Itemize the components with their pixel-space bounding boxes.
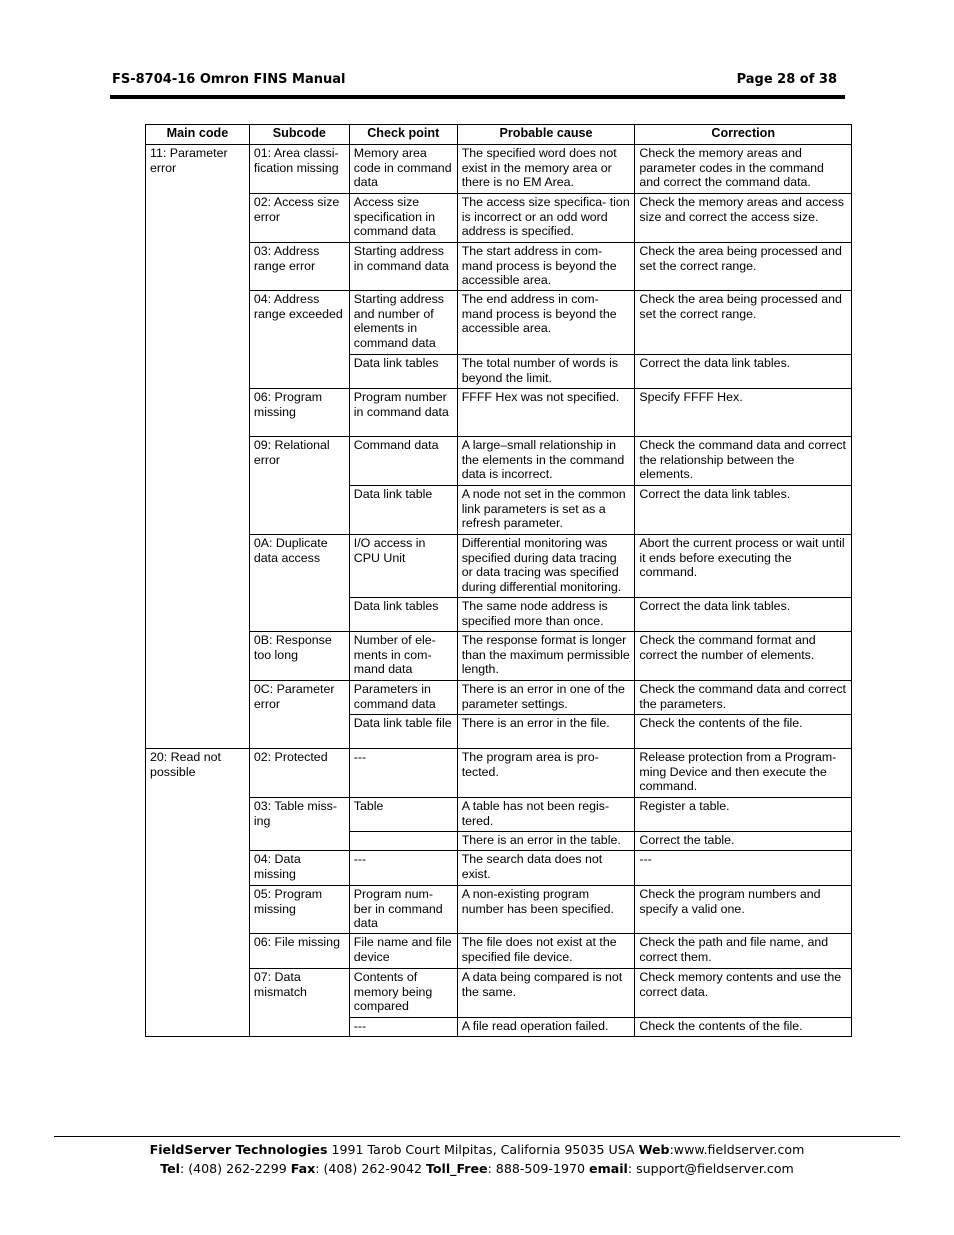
table-row (146, 886, 852, 934)
company-name: FieldServer Technologies (149, 1142, 328, 1157)
subcode-cell: 09: Relational error (249, 437, 349, 535)
probable-cause-cell: The access size specifica- tion is incorrect or an odd word address is specified. (457, 194, 635, 243)
correction-cell: Correct the data link tables. (635, 486, 852, 535)
probable-cause-cell: The total number of words is beyond the limit. (457, 355, 635, 389)
column-header: Probable cause (457, 125, 635, 145)
web-label: Web (638, 1142, 670, 1157)
check-point-cell: Program num- ber in command data (349, 886, 457, 934)
probable-cause-cell: Differential monitoring was specified during data tracing or data tracing was specified during differential monitoring. (457, 535, 635, 598)
correction-cell: Check the memory areas and parameter codes in the command and correct the command data. (635, 145, 852, 194)
check-point-cell: Data link table file (349, 715, 457, 749)
check-point-cell: Program number in command data (349, 389, 457, 437)
table-row (146, 145, 852, 194)
correction-cell: Register a table. (635, 798, 852, 832)
probable-cause-cell: The program area is pro- tected. (457, 749, 635, 798)
subcode-cell: 04: Address range exceeded (249, 291, 349, 389)
subcode-cell: 06: Program missing (249, 389, 349, 437)
fax-label: Fax (290, 1161, 316, 1176)
probable-cause-cell: There is an error in the file. (457, 715, 635, 749)
probable-cause-cell: A node not set in the common link parameters is set as a refresh parameter. (457, 486, 635, 535)
tollfree-value: : 888-509-1970 (487, 1161, 590, 1176)
table-row (146, 632, 852, 681)
check-point-cell: Starting address and number of elements in command data (349, 291, 457, 355)
column-header: Main code (146, 125, 250, 145)
correction-cell: Release protection from a Program- ming Device and then execute the command. (635, 749, 852, 798)
table-row (146, 389, 852, 437)
correction-cell: Check the program numbers and specify a valid one. (635, 886, 852, 934)
check-point-cell: Access size specification in command data (349, 194, 457, 243)
check-point-cell: Data link tables (349, 598, 457, 632)
probable-cause-cell: A table has not been regis- tered. (457, 798, 635, 832)
correction-cell: Check the contents of the file. (635, 1018, 852, 1037)
probable-cause-cell: The response format is longer than the maximum permissible length. (457, 632, 635, 681)
probable-cause-cell: A data being compared is not the same. (457, 969, 635, 1018)
correction-cell: --- (635, 851, 852, 886)
main-code-cell: 11: Parameter error (146, 145, 250, 749)
check-point-cell: Data link table (349, 486, 457, 535)
correction-cell: Correct the data link tables. (635, 355, 852, 389)
header-rule (110, 95, 845, 99)
correction-cell: Check the command data and correct the parameters. (635, 681, 852, 715)
correction-cell: Specify FFFF Hex. (635, 389, 852, 437)
check-point-cell: Table (349, 798, 457, 832)
table-row (146, 798, 852, 832)
email-value: : support@fieldserver.com (627, 1161, 794, 1176)
correction-cell: Correct the table. (635, 832, 852, 851)
check-point-cell: Memory area code in command data (349, 145, 457, 194)
correction-cell: Check the contents of the file. (635, 715, 852, 749)
check-point-cell: --- (349, 1018, 457, 1037)
probable-cause-cell: A large–small relationship in the elements in the command data is incorrect. (457, 437, 635, 486)
error-code-table (145, 124, 852, 1037)
correction-cell: Check the area being processed and set the correct range. (635, 291, 852, 355)
table-header-row (146, 125, 852, 145)
check-point-cell: Data link tables (349, 355, 457, 389)
column-header: Subcode (249, 125, 349, 145)
fax-value: : (408) 262-9042 (315, 1161, 426, 1176)
tollfree-label: Toll_Free (425, 1161, 488, 1176)
probable-cause-cell: A non-existing program number has been specified. (457, 886, 635, 934)
probable-cause-cell: The search data does not exist. (457, 851, 635, 886)
subcode-cell: 0C: Parameter error (249, 681, 349, 749)
check-point-cell: --- (349, 851, 457, 886)
tel-label: Tel (160, 1161, 180, 1176)
subcode-cell: 02: Protected (249, 749, 349, 798)
table-row (146, 291, 852, 355)
check-point-cell (349, 832, 457, 851)
check-point-cell: I/O access in CPU Unit (349, 535, 457, 598)
check-point-cell: --- (349, 749, 457, 798)
check-point-cell: Number of ele- ments in com- mand data (349, 632, 457, 681)
table-row (146, 969, 852, 1018)
subcode-cell: 01: Area classi- fication missing (249, 145, 349, 194)
footer-line-1 (0, 1142, 954, 1157)
check-point-cell: Parameters in command data (349, 681, 457, 715)
main-code-cell: 20: Read not possible (146, 749, 250, 1037)
correction-cell: Check the command data and correct the relationship between the elements. (635, 437, 852, 486)
footer-line-2 (0, 1161, 954, 1176)
probable-cause-cell: The file does not exist at the specified file device. (457, 934, 635, 969)
subcode-cell: 04: Data missing (249, 851, 349, 886)
page-header (112, 72, 837, 92)
table-row (146, 681, 852, 715)
probable-cause-cell: There is an error in one of the parameter settings. (457, 681, 635, 715)
email-label: email (589, 1161, 628, 1176)
document-title: FS-8704-16 Omron FINS Manual (112, 72, 346, 87)
check-point-cell: File name and file device (349, 934, 457, 969)
probable-cause-cell: The start address in com- mand process is beyond the accessible area. (457, 243, 635, 291)
subcode-cell: 06: File missing (249, 934, 349, 969)
probable-cause-cell: FFFF Hex was not specified. (457, 389, 635, 437)
correction-cell: Check memory contents and use the correct data. (635, 969, 852, 1018)
column-header: Check point (349, 125, 457, 145)
table-row (146, 194, 852, 243)
subcode-cell: 0B: Response too long (249, 632, 349, 681)
table-row (146, 934, 852, 969)
correction-cell: Check the command format and correct the number of elements. (635, 632, 852, 681)
tel-value: : (408) 262-2299 (179, 1161, 291, 1176)
probable-cause-cell: There is an error in the table. (457, 832, 635, 851)
check-point-cell: Command data (349, 437, 457, 486)
probable-cause-cell: The specified word does not exist in the memory area or there is no EM Area. (457, 145, 635, 194)
table-row (146, 851, 852, 886)
table-row (146, 243, 852, 291)
check-point-cell: Contents of memory being compared (349, 969, 457, 1018)
web-value: :www.fieldserver.com (669, 1142, 805, 1157)
subcode-cell: 03: Address range error (249, 243, 349, 291)
company-address: 1991 Tarob Court Milpitas, California 95035 USA (327, 1142, 639, 1157)
table-row (146, 437, 852, 486)
subcode-cell: 0A: Duplicate data access (249, 535, 349, 632)
correction-cell: Check the memory areas and access size and correct the access size. (635, 194, 852, 243)
probable-cause-cell: A file read operation failed. (457, 1018, 635, 1037)
subcode-cell: 07: Data mismatch (249, 969, 349, 1037)
page-number: Page 28 of 38 (736, 72, 837, 87)
probable-cause-cell: The end address in com- mand process is beyond the accessible area. (457, 291, 635, 355)
correction-cell: Abort the current process or wait until it ends before executing the command. (635, 535, 852, 598)
check-point-cell: Starting address in command data (349, 243, 457, 291)
table-row (146, 749, 852, 798)
subcode-cell: 05: Program missing (249, 886, 349, 934)
subcode-cell: 02: Access size error (249, 194, 349, 243)
footer-rule (54, 1136, 900, 1137)
correction-cell: Check the area being processed and set the correct range. (635, 243, 852, 291)
probable-cause-cell: The same node address is specified more than once. (457, 598, 635, 632)
correction-cell: Check the path and file name, and correct them. (635, 934, 852, 969)
table-row (146, 535, 852, 598)
column-header: Correction (635, 125, 852, 145)
subcode-cell: 03: Table miss- ing (249, 798, 349, 851)
correction-cell: Correct the data link tables. (635, 598, 852, 632)
